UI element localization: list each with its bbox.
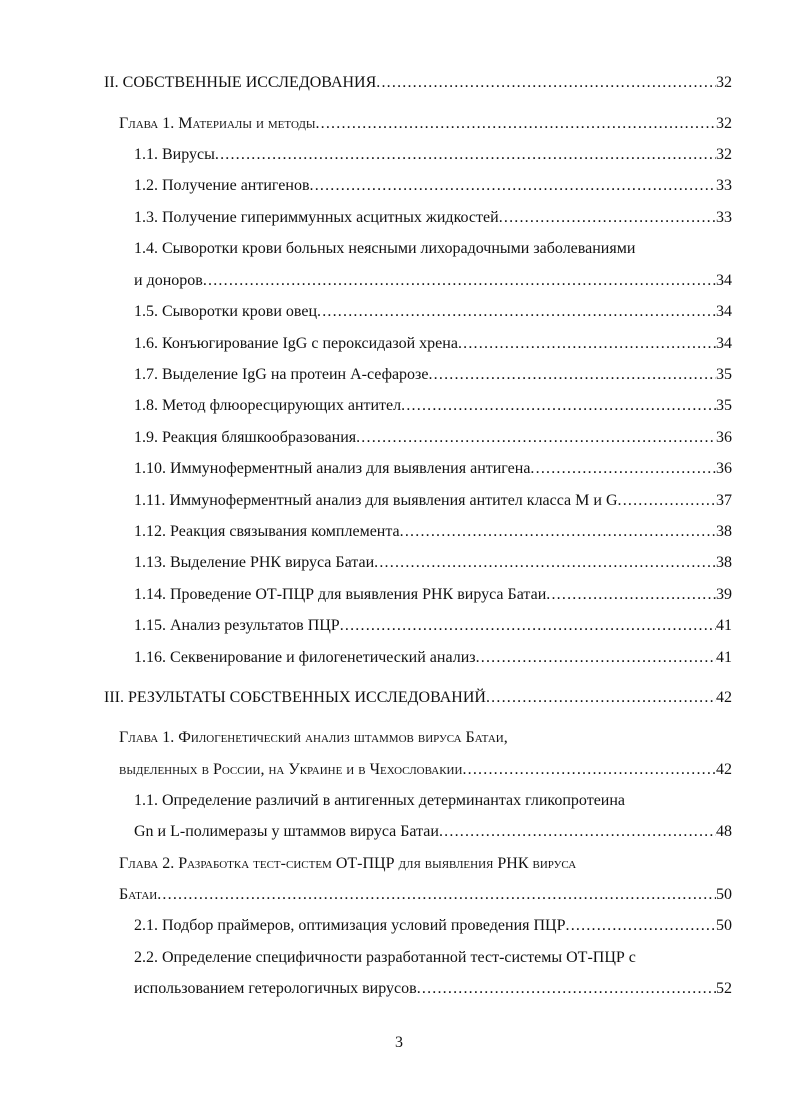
toc-entry-1-4-line-1 bbox=[134, 240, 732, 258]
toc-entry-title: 1.11. Иммуноферментный анализ для выявления антител класса М и G bbox=[134, 492, 618, 509]
leader-dots bbox=[618, 492, 717, 510]
toc-entry-title-continued: выделенных в России, на Украине и в Чехословакии bbox=[119, 761, 463, 778]
leader-dots bbox=[462, 761, 716, 779]
toc-entry-page: 42 bbox=[716, 689, 732, 706]
toc-entry-title-continued: и доноров bbox=[134, 272, 203, 289]
leader-dots bbox=[315, 115, 716, 133]
leader-dots bbox=[439, 823, 716, 841]
toc-entry-title: 1.12. Реакция связывания комплемента bbox=[134, 523, 400, 540]
toc-entry-title: 1.13. Выделение РНК вируса Батаи bbox=[134, 554, 375, 571]
leader-dots bbox=[546, 586, 716, 604]
toc-entry-title: 1.15. Анализ результатов ПЦР bbox=[134, 617, 340, 634]
leader-dots bbox=[428, 366, 716, 384]
toc-entry-title: 2.2. Определение специфичности разработанной тест-системы ОТ-ПЦР с bbox=[134, 949, 636, 966]
toc-entry-page: 38 bbox=[716, 554, 732, 571]
toc-entry-1-7 bbox=[134, 366, 732, 384]
toc-entry-page: 32 bbox=[716, 146, 732, 163]
toc-entry-3-2-2-line-1 bbox=[134, 949, 732, 967]
toc-entry-1-11 bbox=[134, 492, 732, 510]
toc-entry-page: 34 bbox=[716, 272, 732, 289]
leader-dots bbox=[417, 980, 716, 998]
toc-entry-title: Глава 1. Материалы и методы bbox=[119, 115, 316, 132]
toc-entry-page: 32 bbox=[716, 74, 732, 91]
leader-dots bbox=[356, 429, 716, 447]
toc-entry-title: 1.4. Сыворотки крови больных неясными лихорадочными заболеваниями bbox=[134, 240, 636, 257]
toc-entry-page: 52 bbox=[716, 980, 732, 997]
leader-dots bbox=[530, 460, 716, 478]
toc-entry-page: 41 bbox=[716, 617, 732, 634]
toc-entry-page: 50 bbox=[716, 917, 732, 934]
toc-entry-section-2 bbox=[104, 74, 732, 92]
toc-entry-title-continued: Gn и L-полимеразы у штаммов вируса Батаи bbox=[134, 823, 439, 840]
toc-entry-page: 38 bbox=[716, 523, 732, 540]
leader-dots bbox=[157, 886, 716, 904]
toc-entry-title: II. СОБСТВЕННЫЕ ИССЛЕДОВАНИЯ bbox=[104, 74, 377, 91]
toc-entry-1-3 bbox=[134, 209, 732, 227]
toc-entry-title-continued: Батаи bbox=[119, 886, 158, 903]
toc-entry-title: 1.1. Вирусы bbox=[134, 146, 215, 163]
toc-entry-title: 1.14. Проведение ОТ-ПЦР для выявления РНК вируса Батаи bbox=[134, 586, 547, 603]
toc-entry-page: 34 bbox=[716, 335, 732, 352]
leader-dots bbox=[203, 272, 716, 290]
toc-entry-1-6 bbox=[134, 335, 732, 353]
toc-entry-chapter-1 bbox=[119, 115, 732, 133]
toc-entry-1-10 bbox=[134, 460, 732, 478]
leader-dots bbox=[401, 397, 716, 415]
toc-entry-1-8 bbox=[134, 397, 732, 415]
toc-entry-3-1-1-line-2 bbox=[134, 823, 732, 841]
toc-entry-title: Глава 2. Разработка тест-систем ОТ-ПЦР для выявления РНК вируса bbox=[119, 855, 577, 872]
toc-entry-page: 33 bbox=[716, 209, 732, 226]
toc-entry-page: 48 bbox=[716, 823, 732, 840]
toc-entry-page: 32 bbox=[716, 115, 732, 132]
toc-entry-title: 1.16. Секвенирование и филогенетический анализ bbox=[134, 649, 476, 666]
toc-entry-1-1 bbox=[134, 146, 732, 164]
leader-dots bbox=[400, 523, 716, 541]
leader-dots bbox=[374, 554, 716, 572]
toc-entry-1-5 bbox=[134, 303, 732, 321]
toc-entry-1-9 bbox=[134, 429, 732, 447]
toc-entry-1-16 bbox=[134, 649, 732, 667]
leader-dots bbox=[215, 146, 716, 164]
toc-entry-page: 41 bbox=[716, 649, 732, 666]
toc-entry-chapter-3-1-line-1 bbox=[119, 729, 732, 747]
toc-entry-page: 35 bbox=[716, 397, 732, 414]
leader-dots bbox=[376, 74, 716, 92]
leader-dots bbox=[458, 335, 716, 353]
toc-entry-3-2-2-line-2 bbox=[134, 980, 732, 998]
toc-entry-1-14 bbox=[134, 586, 732, 604]
toc-entry-title: 2.1. Подбор праймеров, оптимизация условий проведения ПЦР bbox=[134, 917, 566, 934]
toc-entry-title: 1.3. Получение гипериммунных асцитных жидкостей bbox=[134, 209, 499, 226]
toc-entry-3-2-1 bbox=[134, 917, 732, 935]
toc-entry-1-13 bbox=[134, 554, 732, 572]
page-number: 3 bbox=[395, 1034, 403, 1051]
toc-entry-title: 1.6. Конъюгирование IgG с пероксидазой хрена bbox=[134, 335, 458, 352]
toc-entry-title: 1.10. Иммуноферментный анализ для выявления антигена bbox=[134, 460, 531, 477]
toc-entry-page: 36 bbox=[716, 460, 732, 477]
toc-entry-chapter-3-2-line-1 bbox=[119, 855, 732, 873]
toc-entry-page: 42 bbox=[716, 761, 732, 778]
toc-entry-1-4-line-2 bbox=[134, 272, 732, 290]
leader-dots bbox=[566, 917, 716, 935]
toc-entry-1-15 bbox=[134, 617, 732, 635]
toc-entry-page: 34 bbox=[716, 303, 732, 320]
leader-dots bbox=[476, 649, 716, 667]
toc-entry-chapter-3-1-line-2 bbox=[119, 761, 732, 779]
toc-entry-page: 39 bbox=[716, 586, 732, 603]
toc-entry-1-12 bbox=[134, 523, 732, 541]
toc-entry-page: 33 bbox=[716, 177, 732, 194]
toc-entry-title: 1.5. Сыворотки крови овец bbox=[134, 303, 317, 320]
leader-dots bbox=[317, 303, 716, 321]
leader-dots bbox=[310, 177, 717, 195]
toc-entry-chapter-3-2-line-2 bbox=[119, 886, 732, 904]
toc-entry-title: Глава 1. Филогенетический анализ штаммов вируса Батаи, bbox=[119, 729, 508, 746]
toc-entry-1-2 bbox=[134, 177, 732, 195]
toc-entry-page: 36 bbox=[716, 429, 732, 446]
toc-entry-3-1-1-line-1 bbox=[134, 792, 732, 810]
toc-entry-page: 37 bbox=[716, 492, 732, 509]
toc-entry-title: 1.7. Выделение IgG на протеин А-сефарозе bbox=[134, 366, 429, 383]
leader-dots bbox=[486, 689, 716, 707]
toc-entry-title: 1.8. Метод флюоресцирующих антител bbox=[134, 397, 402, 414]
toc-entry-title: 1.2. Получение антигенов bbox=[134, 177, 310, 194]
leader-dots bbox=[499, 209, 716, 227]
toc-entry-title: 1.9. Реакция бляшкообразования bbox=[134, 429, 357, 446]
toc-entry-page: 50 bbox=[716, 886, 732, 903]
toc-entry-page: 35 bbox=[716, 366, 732, 383]
toc-entry-title-continued: использованием гетерологичных вирусов bbox=[134, 980, 417, 997]
toc-entry-title: III. РЕЗУЛЬТАТЫ СОБСТВЕННЫХ ИССЛЕДОВАНИЙ bbox=[104, 689, 486, 706]
toc-entry-title: 1.1. Определение различий в антигенных детерминантах гликопротеина bbox=[134, 792, 626, 809]
toc-entry-section-3 bbox=[104, 689, 732, 707]
leader-dots bbox=[340, 617, 716, 635]
